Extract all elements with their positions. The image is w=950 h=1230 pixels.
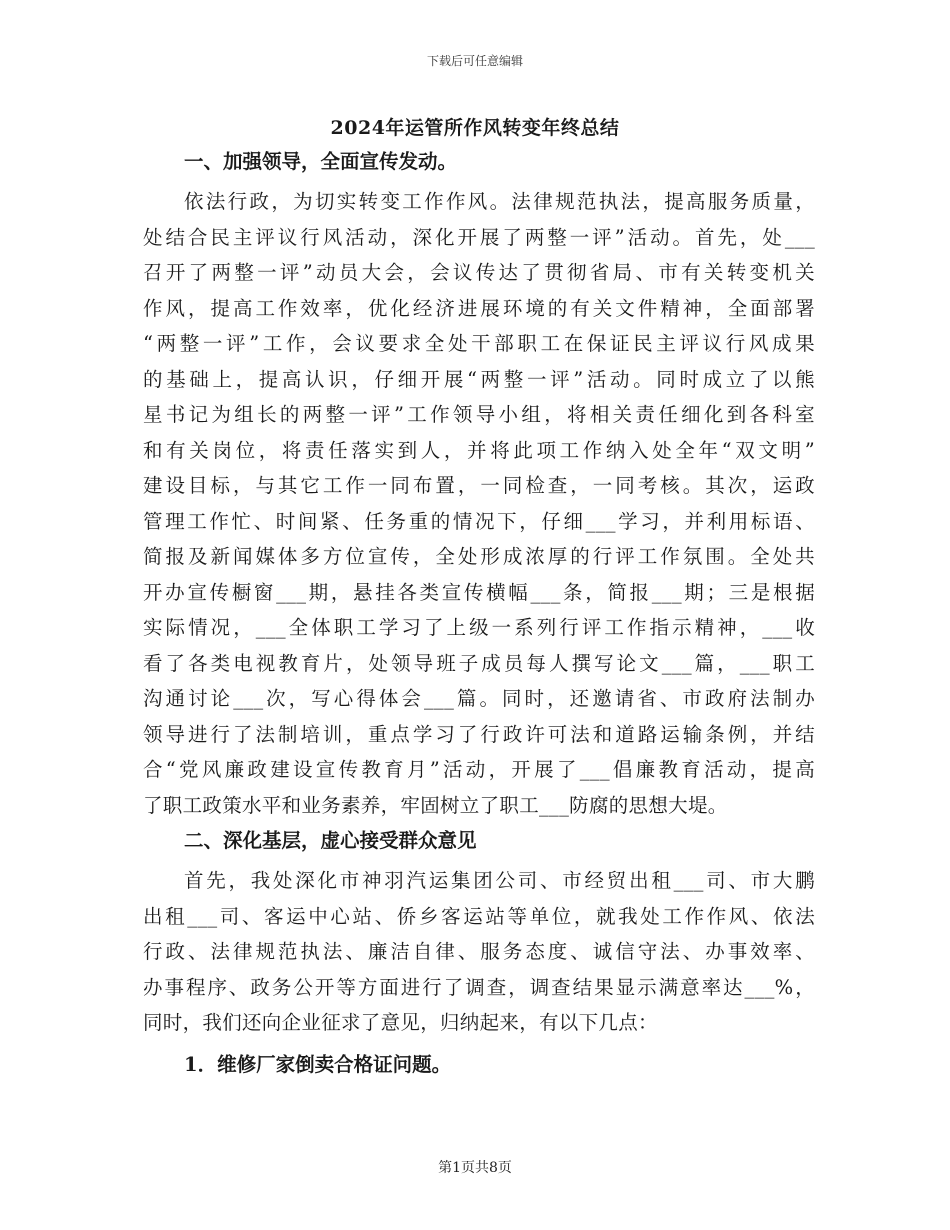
text-line: 召开了两整一评”动员大会，会议传达了贯彻省局、市有关转变机关 [143, 261, 815, 284]
text-line: 实际情况，___全体职工学习了上级一系列行评工作指示精神，___收 [143, 616, 815, 639]
document-body [143, 144, 815, 1083]
text-line: 的基础上，提高认识，仔细开展“两整一评”活动。同时成立了以熊 [143, 367, 815, 391]
text-line: 了职工政策水平和业务素养，牢固树立了职工___防腐的思想大堤。 [143, 793, 728, 817]
text-line: 建设目标，与其它工作一同布置，一同检查，一同考核。其次，运政 [143, 474, 815, 497]
text-line: 管理工作忙、时间紧、任务重的情况下，仔细___学习，并利用标语、 [143, 509, 815, 533]
text-line: 行政、法律规范执法、廉洁自律、服务态度、诚信守法、办事效率、 [143, 940, 815, 963]
text-line: 星书记为组长的两整一评”工作领导小组，将相关责任细化到各科室 [143, 403, 815, 426]
text-line: 合“党风廉政建设宣传教育月”活动，开展了___倡廉教育活动，提高 [143, 758, 815, 781]
text-line: 办事程序、政务公开等方面进行了调查，调查结果显示满意率达___%， [143, 975, 815, 999]
text-line: “两整一评”工作，会议要求全处干部职工在保证民主评议行风成果 [143, 332, 815, 355]
text-line: 依法行政，为切实转变工作作风。法律规范执法，提高服务质量， [184, 190, 815, 213]
text-line: 开办宣传橱窗___期，悬挂各类宣传横幅___条，简报___期；三是根据 [143, 580, 815, 604]
page-header-note: 下载后可任意编辑 [426, 54, 523, 68]
section-heading-1: 一、加强领导，全面宣传发动。 [184, 150, 458, 173]
text-line: 简报及新闻媒体多方位宣传，全处形成浓厚的行评工作氛围。全处共 [143, 545, 815, 568]
text-line: 同时，我们还向企业征求了意见，归纳起来，有以下几点： [143, 1011, 658, 1034]
document-title: 2024年运管所作风转变年终总结 [330, 117, 620, 139]
text-line: 首先，我处深化市神羽汽运集团公司、市经贸出租___司、市大鹏 [184, 869, 815, 892]
text-line: 看了各类电视教育片，处领导班子成员每人撰写论文___篇，___职工 [143, 651, 815, 675]
sub-heading-1: 1．维修厂家倒卖合格证问题。 [184, 1052, 452, 1076]
paragraph-2 [143, 863, 815, 1041]
text-line: 领导进行了法制培训，重点学习了行政许可法和道路运输条例，并结 [143, 722, 815, 746]
paragraph-1 [143, 184, 815, 823]
text-line: 出租___司、客运中心站、侨乡客运站等单位，就我处工作作风、依法 [143, 904, 815, 928]
text-line: 沟通讨论___次，写心得体会___篇。同时，还邀请省、市政府法制办 [143, 687, 815, 710]
text-line: 处结合民主评议行风活动，深化开展了两整一评”活动。首先，处___ [143, 225, 815, 249]
text-line: 作风，提高工作效率，优化经济进展环境的有关文件精神，全面部署 [143, 296, 815, 320]
section-heading-2: 二、深化基层，虚心接受群众意见 [184, 829, 477, 852]
page-footer: 第1页共8页 [438, 1160, 512, 1176]
text-line: 和有关岗位，将责任落实到人，并将此项工作纳入处全年“双文明” [143, 438, 815, 462]
